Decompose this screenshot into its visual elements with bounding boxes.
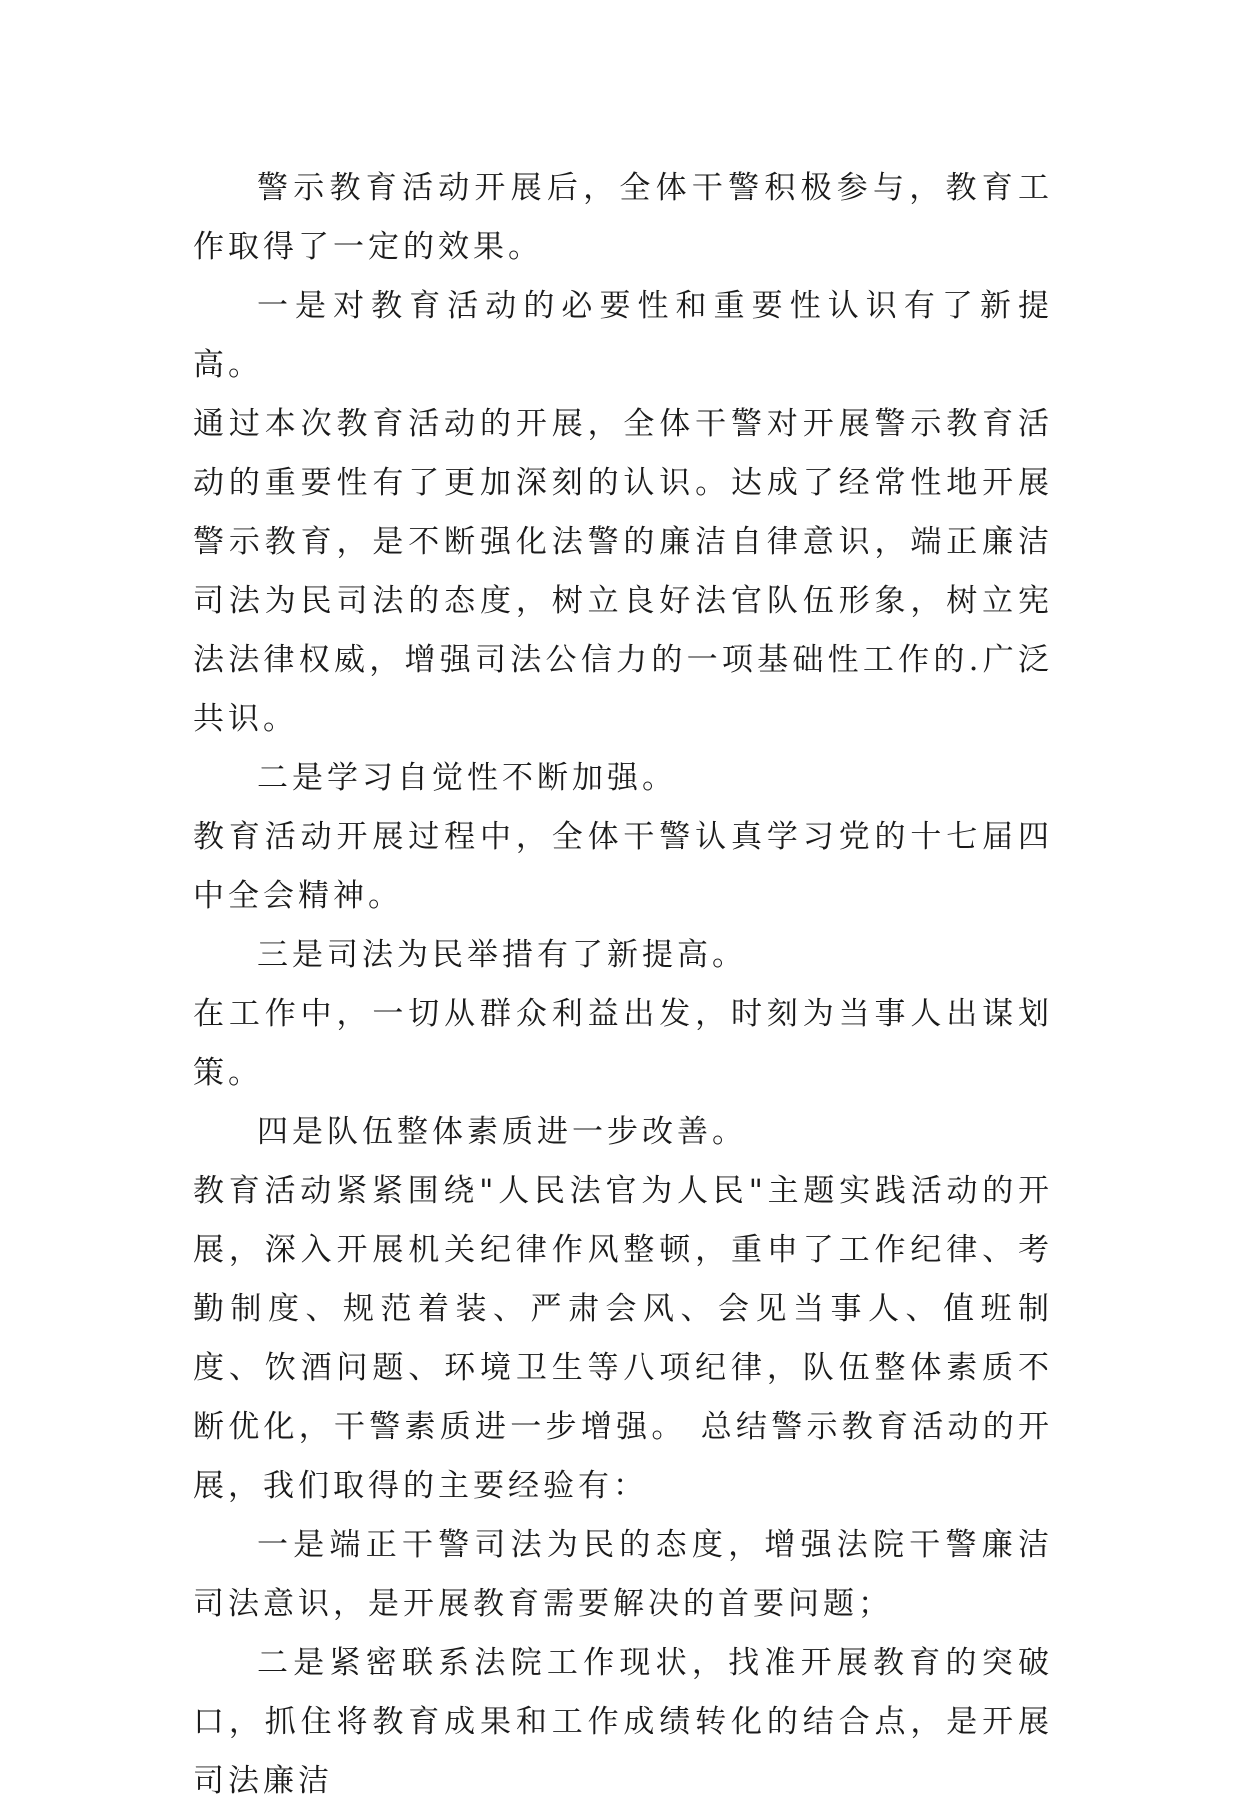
paragraph: 在工作中，一切从群众利益出发，时刻为当事人出谋划策。 xyxy=(193,996,1053,1091)
paragraph: 二是学习自觉性不断加强。 xyxy=(257,760,677,796)
paragraph: 四是队伍整体素质进一步改善。 xyxy=(257,1114,747,1150)
document-body xyxy=(193,159,1053,1811)
paragraph: 二是紧密联系法院工作现状，找准开展教育的突破口，抓住将教育成果和工作成绩转化的结合点，是开展司法廉洁 xyxy=(193,1645,1053,1799)
paragraph: 教育活动紧紧围绕"人民法官为人民"主题实践活动的开展，深入开展机关纪律作风整顿，重申了工作纪律、考勤制度、规范着装、严肃会风、会见当事人、值班制度、饮酒问题、环境卫生等八项纪律，队伍整体素质不断优化，干警素质进一步增强。 总结警示教育活动的开展，我们取得的主要经验有： xyxy=(193,1173,1053,1504)
paragraph: 警示教育活动开展后，全体干警积极参与，教育工作取得了一定的效果。 xyxy=(193,170,1053,265)
paragraph: 三是司法为民举措有了新提高。 xyxy=(257,937,747,973)
paragraph: 一是对教育活动的必要性和重要性认识有了新提高。 xyxy=(193,288,1053,383)
paragraph: 通过本次教育活动的开展，全体干警对开展警示教育活动的重要性有了更加深刻的认识。达成了经常性地开展警示教育，是不断强化法警的廉洁自律意识，端正廉洁司法为民司法的态度，树立良好法官队伍形象，树立宪法法律权威，增强司法公信力的一项基础性工作的.广泛共识。 xyxy=(193,406,1053,737)
paragraph: 教育活动开展过程中，全体干警认真学习党的十七届四中全会精神。 xyxy=(193,819,1053,914)
paragraph: 一是端正干警司法为民的态度，增强法院干警廉洁司法意识，是开展教育需要解决的首要问题； xyxy=(193,1527,1053,1622)
